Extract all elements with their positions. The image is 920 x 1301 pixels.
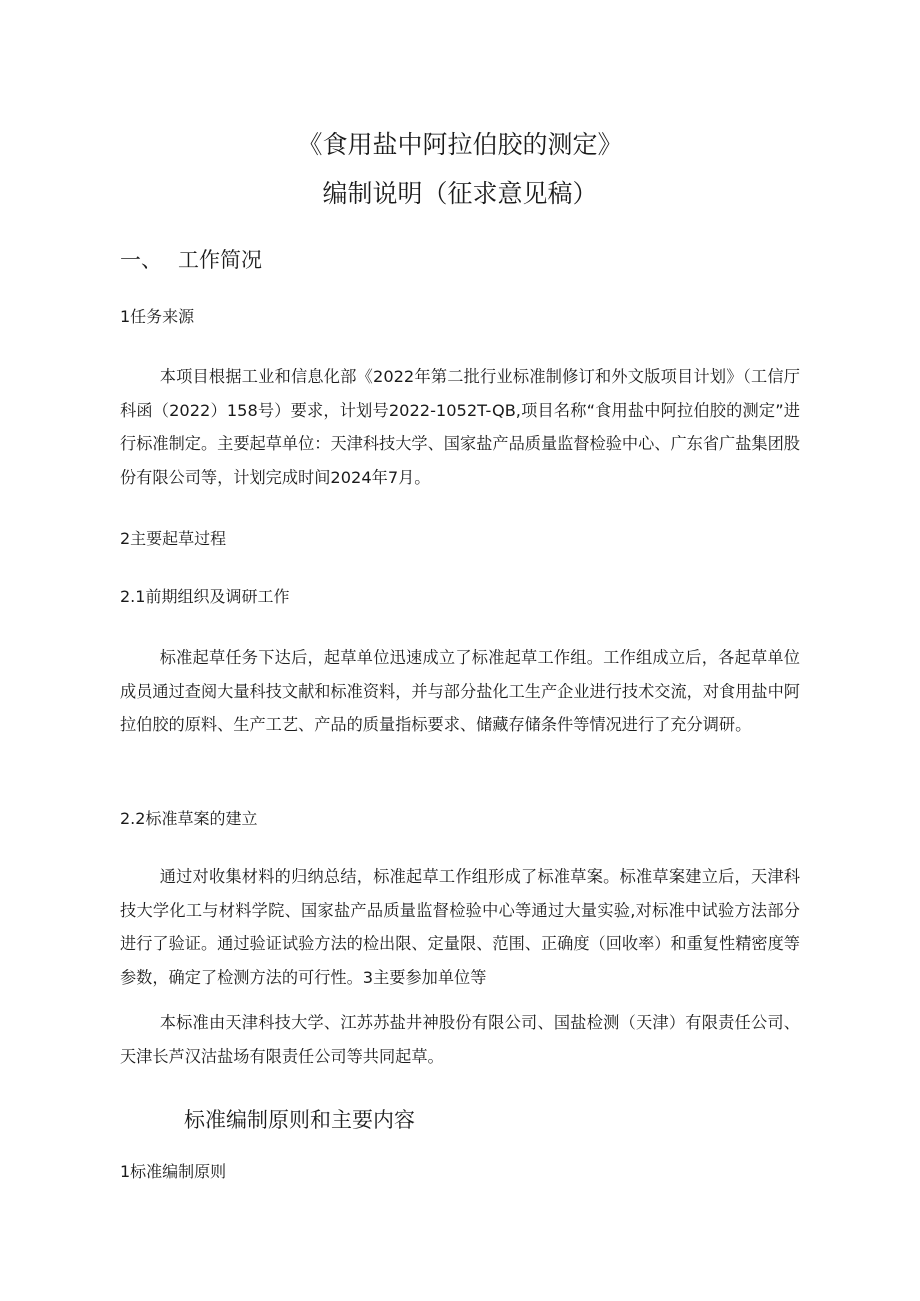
subheading-preliminary-work: 2.1前期组织及调研工作 [120, 587, 290, 606]
paragraph-draft-establishment: 通过对收集材料的归纳总结，标准起草工作组形成了标准草案。标准草案建立后，天津科技大学化工与材料学院、国家盐产品质量监督检验中心等通过大量实验,对标准中试验方法部分进行了验证。通过验证试验方法的检出限、定量限、范围、正确度（回收率）和重复性精密度等参数，确定了检测方法的可行性。3主要参加单位等 [120, 867, 800, 987]
paragraph-preliminary-work: 标准起草任务下达后，起草单位迅速成立了标准起草工作组。工作组成立后，各起草单位成员通过查阅大量科技文献和标准资料，并与部分盐化工生产企业进行技术交流，对食用盐中阿拉伯胶的原料、生产工艺、产品的质量指标要求、储藏存储条件等情况进行了充分调研。 [120, 648, 800, 735]
document-title: 《食用盐中阿拉伯胶的测定》 [297, 130, 623, 159]
subheading-task-source: 1任务来源 [120, 307, 195, 326]
subheading-draft-establishment: 2.2标准草案的建立 [120, 809, 258, 828]
subheading-drafting-process: 2主要起草过程 [120, 529, 227, 548]
document-subtitle: 编制说明（征求意见稿） [322, 179, 598, 208]
paragraph-participating-units: 本标准由天津科技大学、江苏苏盐井神股份有限公司、国盐检测（天津）有限责任公司、天津长芦汉沽盐场有限责任公司等共同起草。 [120, 1013, 800, 1066]
paragraph-task-source: 本项目根据工业和信息化部《2022年第二批行业标准制修订和外文版项目计划》（工信厅科函（2022）158号）要求，计划号2022-1052T-QB,项目名称“食用盐中阿拉伯胶的测定”进行标准制定。主要起草单位：天津科技大学、国家盐产品质量监督检验中心、广东省广盐集团股份有限公司等，计划完成时间2024年7月。 [120, 367, 800, 487]
subheading-compilation-principles: 1标准编制原则 [120, 1162, 227, 1181]
section-1-number: 一、 [120, 248, 162, 272]
section-1-heading: 工作简况 [178, 248, 262, 272]
section-2-heading: 标准编制原则和主要内容 [184, 1108, 415, 1132]
